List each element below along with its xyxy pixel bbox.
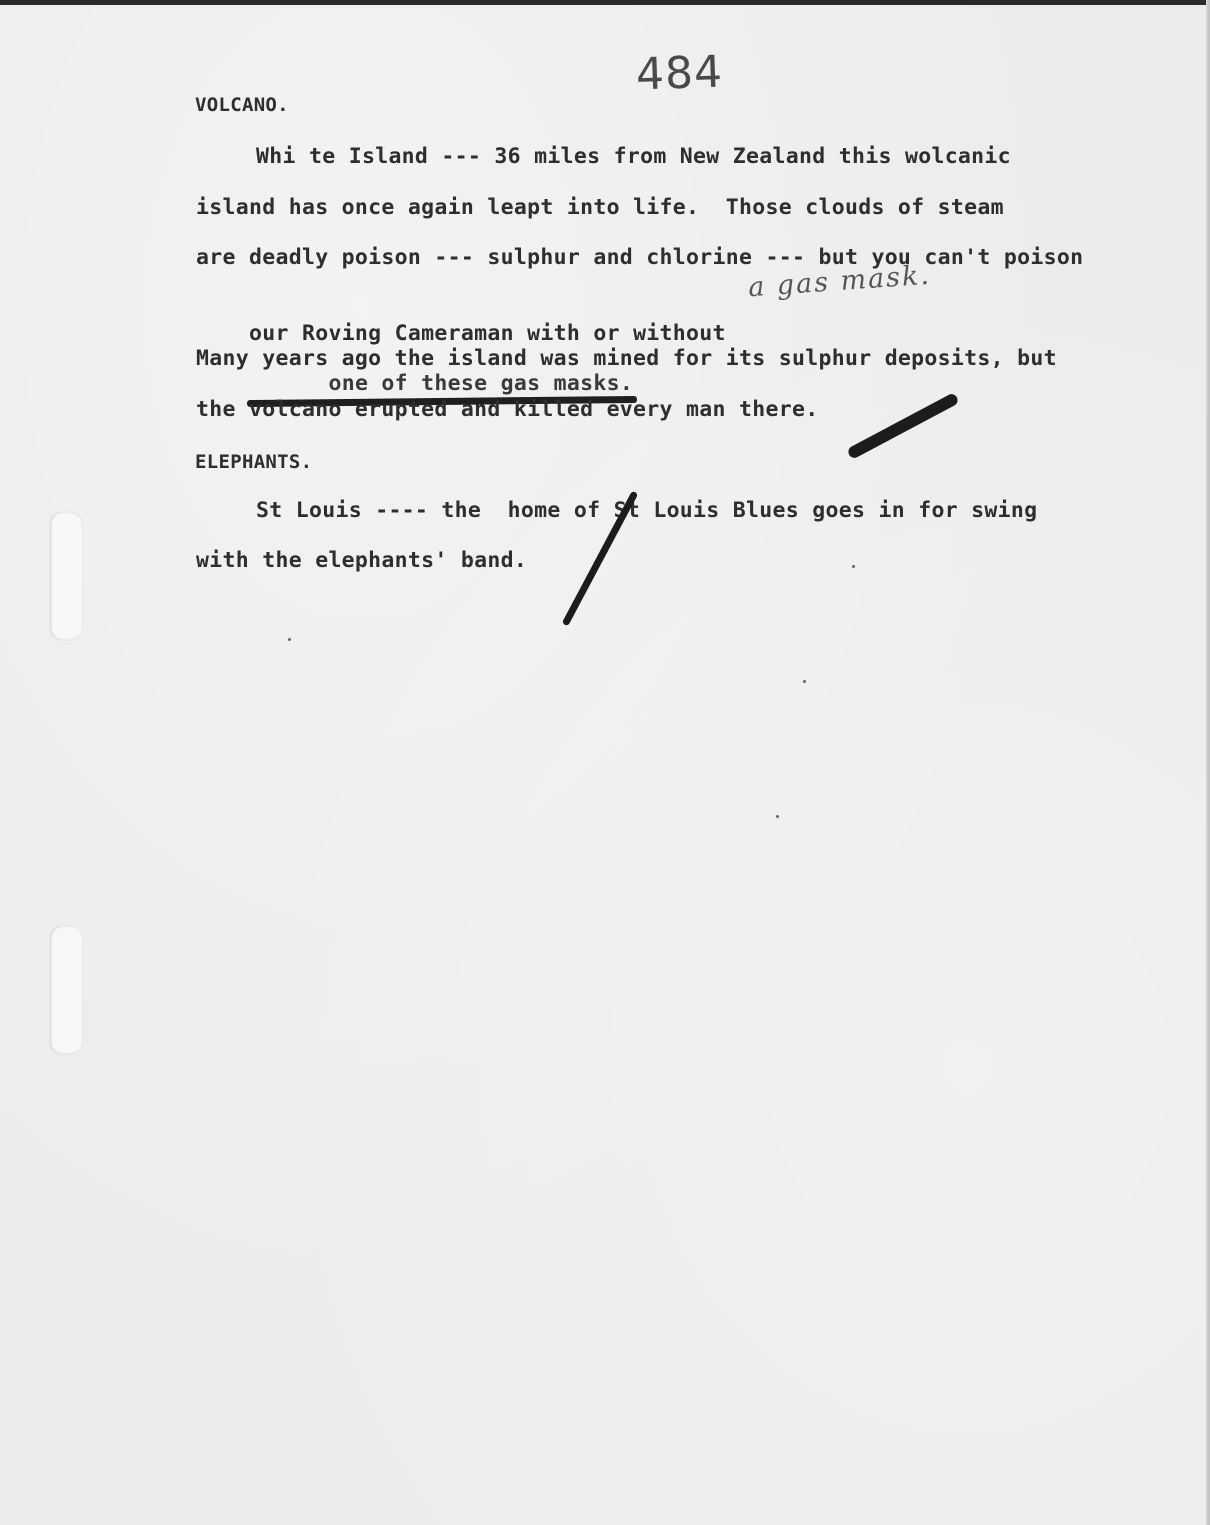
volcano-line-6: the volcano erupted and killed every man there. [196, 397, 819, 422]
page-right-edge [1206, 0, 1210, 1525]
volcano-line-4-text: our Roving Cameraman with or without [248, 321, 726, 346]
paper-speck [852, 565, 855, 568]
volcano-line-4 [196, 296, 726, 471]
elephants-line-2: with the elephants' band. [196, 548, 528, 573]
punch-hole-upper [50, 512, 82, 640]
handwritten-page-number: 484 [635, 46, 724, 101]
volcano-heading: VOLCANO. [195, 94, 289, 116]
paper-speck [776, 815, 779, 818]
punch-hole-lower [50, 926, 82, 1054]
paper-speck [288, 638, 291, 641]
elephants-line-1: St Louis ---- the home of St Louis Blues goes in for swing [256, 498, 1038, 523]
volcano-line-3: are deadly poison --- sulphur and chlorine --- but you can't poison [196, 245, 1084, 270]
pen-end-mark-volcano [846, 392, 959, 460]
elephants-heading: ELEPHANTS. [195, 451, 313, 473]
handwritten-insertion: a gas mask. [747, 259, 932, 304]
volcano-line-2: island has once again leapt into life. Those clouds of steam [196, 195, 1004, 220]
paper-speck [803, 680, 806, 683]
page-top-edge [0, 0, 1210, 5]
volcano-line-1: Whi te Island --- 36 miles from New Zealand this wolcanic [256, 144, 1011, 169]
struck-text: one of these gas masks. [328, 371, 634, 396]
volcano-line-5: Many years ago the island was mined for its sulphur deposits, but [196, 346, 1057, 371]
